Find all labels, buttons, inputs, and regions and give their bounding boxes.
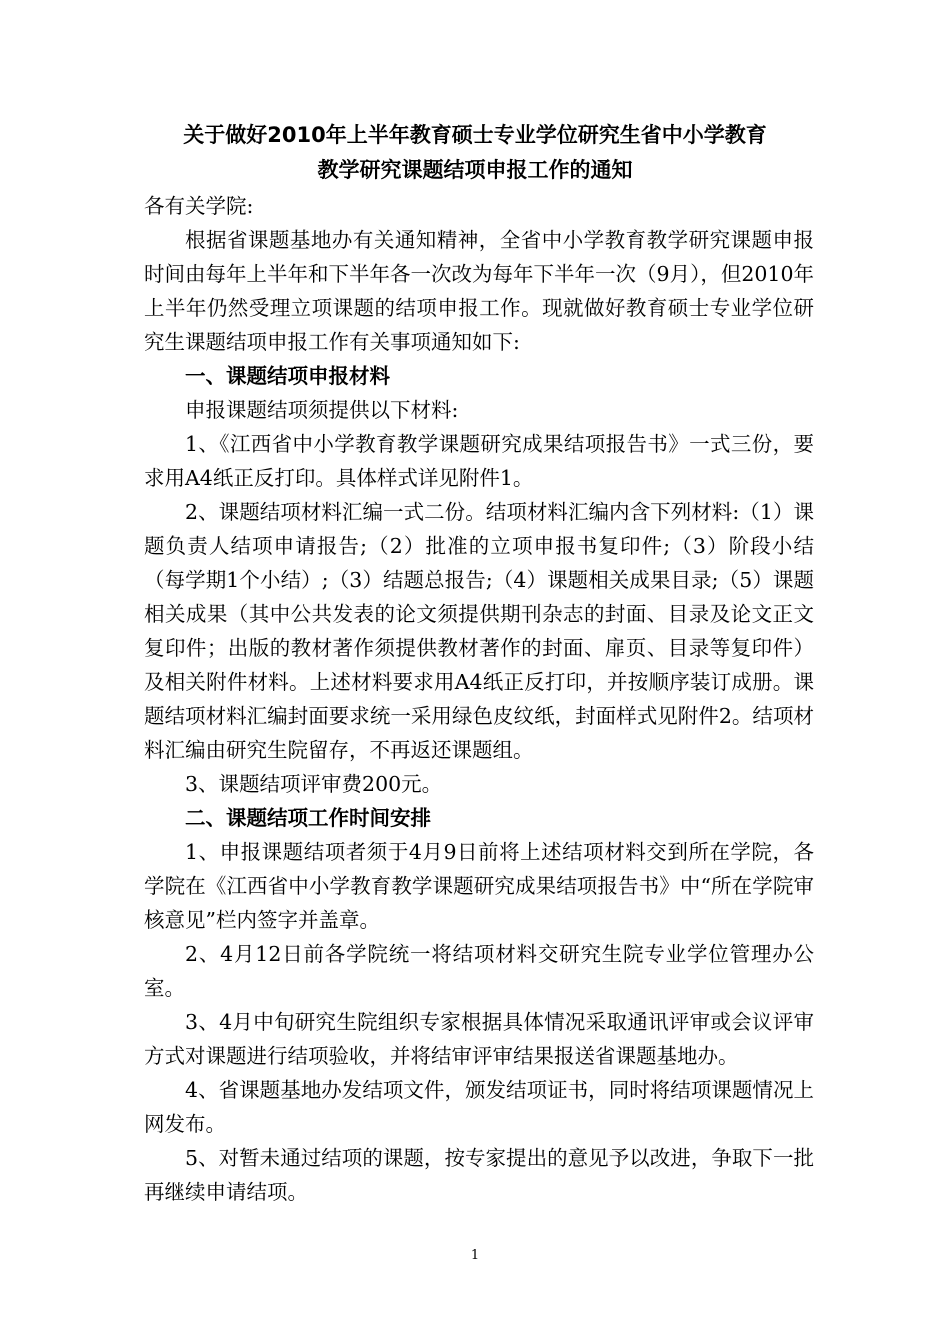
section1-item3: 3、课题结项评审费200元。 — [185, 772, 443, 796]
section1-lead: 申报课题结项须提供以下材料: — [185, 398, 459, 422]
section2-item2: 2、4月12日前各学院统一将结项材料交研究生院专业学位管理办公室。 — [144, 942, 814, 1000]
section2-item4: 4、省课题基地办发结项文件，颁发结项证书，同时将结项课题情况上网发布。 — [144, 1078, 814, 1136]
document-body — [144, 189, 814, 1209]
section2-heading: 二、课题结项工作时间安排 — [185, 806, 431, 830]
intro-paragraph: 根据省课题基地办有关通知精神，全省中小学教育教学研究课题申报时间由每年上半年和下半年各一次改为每年下半年一次（9月），但2010年上半年仍然受理立项课题的结项申报工作。现就做好教育硕士专业学位研究生课题结项申报工作有关事项通知如下: — [144, 228, 814, 354]
section2-item3: 3、4月中旬研究生院组织专家根据具体情况采取通讯评审或会议评审方式对课题进行结项验收，并将结审评审结果报送省课题基地办。 — [144, 1010, 814, 1068]
salutation: 各有关学院: — [144, 194, 254, 218]
section1-heading: 一、课题结项申报材料 — [185, 364, 390, 388]
document-title-line2: 教学研究课题结项申报工作的通知 — [317, 158, 633, 182]
section1-item2: 2、课题结项材料汇编一式二份。结项材料汇编内含下列材料:（1）课题负责人结项申请报告;（2）批准的立项申报书复印件;（3）阶段小结（每学期1个小结）;（3）结题总报告;（4）课题相关成果目录;（5）课题相关成果（其中公共发表的论文须提供期刊杂志的封面、目录及论文正文复印件；出版的教材著作须提供教材著作的封面、扉页、目录等复印件）及相关附件材料。上述材料要求用A4纸正反打印，并按顺序装订成册。课题结项材料汇编封面要求统一采用绿色皮纹纸，封面样式见附件2。结项材料汇编由研究生院留存，不再返还课题组。 — [144, 500, 814, 762]
document-title-line1: 关于做好2010年上半年教育硕士专业学位研究生省中小学教育 — [183, 123, 767, 147]
section2-item1: 1、申报课题结项者须于4月9日前将上述结项材料交到所在学院，各学院在《江西省中小学教育教学课题研究成果结项报告书》中“所在学院审核意见”栏内签字并盖章。 — [144, 840, 814, 932]
section2-item5: 5、对暂未通过结项的课题，按专家提出的意见予以改进，争取下一批再继续申请结项。 — [144, 1146, 814, 1204]
page-number: 1 — [470, 1248, 480, 1263]
section1-item1: 1、《江西省中小学教育教学课题研究成果结项报告书》一式三份，要求用A4纸正反打印。具体样式详见附件1。 — [144, 432, 814, 490]
